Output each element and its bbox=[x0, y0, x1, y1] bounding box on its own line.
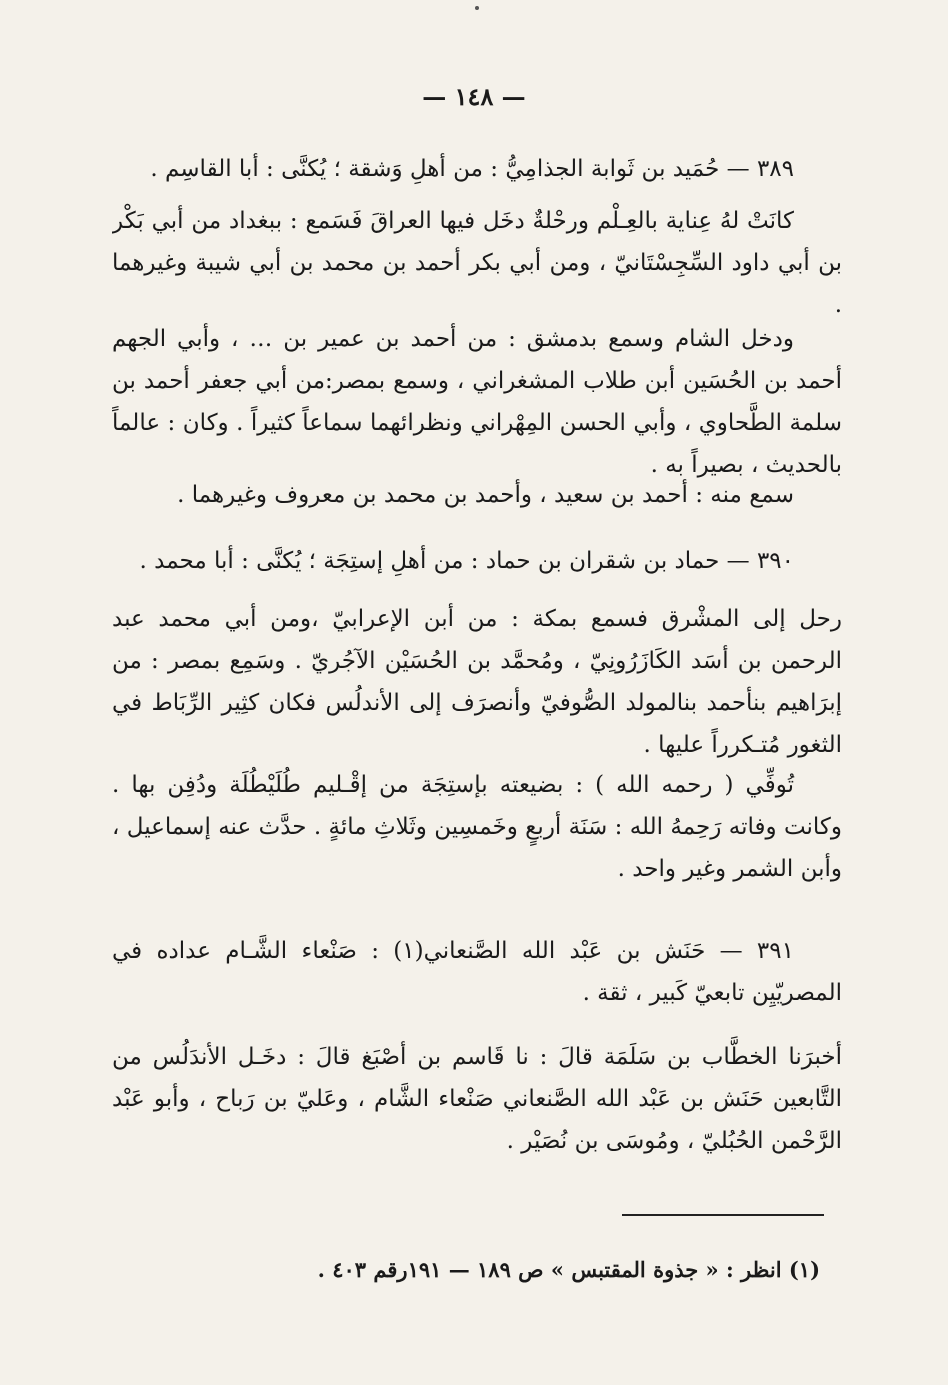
entry-390-paragraph-2: تُوفِّي ( رحمه الله ) : بضيعته بإستِجَة من إقْـليم طُلَيْطُلَة ودُفِن بها . وكانت وفاته رَحِمهُ الله : سَنَة أربعٍ وخَمسِين وثَلاثِ مائةٍ . حدَّث عنه إسماعيل ، وأبن الشمر وغير واحد . bbox=[112, 772, 842, 882]
entry-389-paragraph-1: كانَتْ لهُ عِناية بالعِـلْم ورحْلةٌ دخَل فيها العراقَ فَسَمع : ببغداد من أبي بَكْر بن أبي داود السِّجِسْتَانيّ ، ومن أبي بكر أحمد بن محمد بن أبي شيبة وغيرهما . bbox=[112, 208, 842, 318]
page-speck bbox=[475, 6, 479, 10]
entry-390-paragraph-1: رحل إلى المشْرق فسمع بمكة : من أبن الإعرابيّ ،ومن أبي محمد عبد الرحمن بن أسَد الكَازَرُونِيّ ، ومُحمَّد بن الحُسَيْن الآجُريّ . وسَمِع بمصر : من إبرَاهيم بنأحمد بنالمولد الصُّوفيّ وأنصرَف إلى الأندلُس فكان كثِير الرِّبَاط في الثغور مُتـكرراً عليها . bbox=[112, 606, 842, 758]
entry-389-paragraph-2: ودخل الشام وسمع بدمشق : من أحمد بن عمير بن … ، وأبي الجهم أحمد بن الحُسَين أبن طلاب المشغراني ، وسمع بمصر:من أبي جعفر أحمد بن سلمة الطَّحاوي ، وأبي الحسن المِهْراني ونظرائهما سماعاً كثيراً . وكان : عالماً بالحديث ، بصيراً به . bbox=[112, 326, 842, 478]
entry-389-paragraph-3: سمع منه : أحمد بن سعيد ، وأحمد بن محمد بن معروف وغيرهما . bbox=[177, 482, 794, 508]
footnote-separator bbox=[622, 1214, 824, 1216]
entry-391-heading: ٣٩١ — حَنَش بن عَبْد الله الصَّنعاني(١) : صَنْعاء الشَّـام عداده في المصريّيِن تابعيّ كَبير ، ثقة . bbox=[112, 938, 842, 1006]
entry-391-paragraph-1: أخبرَنا الخطَّاب بن سَلَمَة قالَ : نا قَاسم بن أصْبَغ قالَ : دخَـل الأندَلُس من التَّابعين حَنَش بن عَبْد الله الصَّنعاني صَنْعاء الشَّام ، وعَليّ بن رَباح ، وأبو عَبْد الرَّحْمن الحُبُليّ ، ومُوسَى بن نُصَيْر . bbox=[112, 1044, 842, 1154]
entry-390-heading: ٣٩٠ — حماد بن شقران بن حماد : من أهلِ إستِجَة ؛ يُكنَّى : أبا محمد . bbox=[139, 548, 794, 574]
entry-389-heading: ٣٨٩ — حُمَيد بن ثَوابة الجذامِيُّ : من أهلِ وَشقة ؛ يُكنَّى : أبا القاسِم . bbox=[150, 156, 794, 182]
footnote: (١) انظر : « جذوة المقتبس » ص ١٨٩ — ١٩١رقم ٤٠٣ . bbox=[317, 1257, 820, 1282]
page-number: — ١٤٨ — bbox=[422, 82, 526, 111]
